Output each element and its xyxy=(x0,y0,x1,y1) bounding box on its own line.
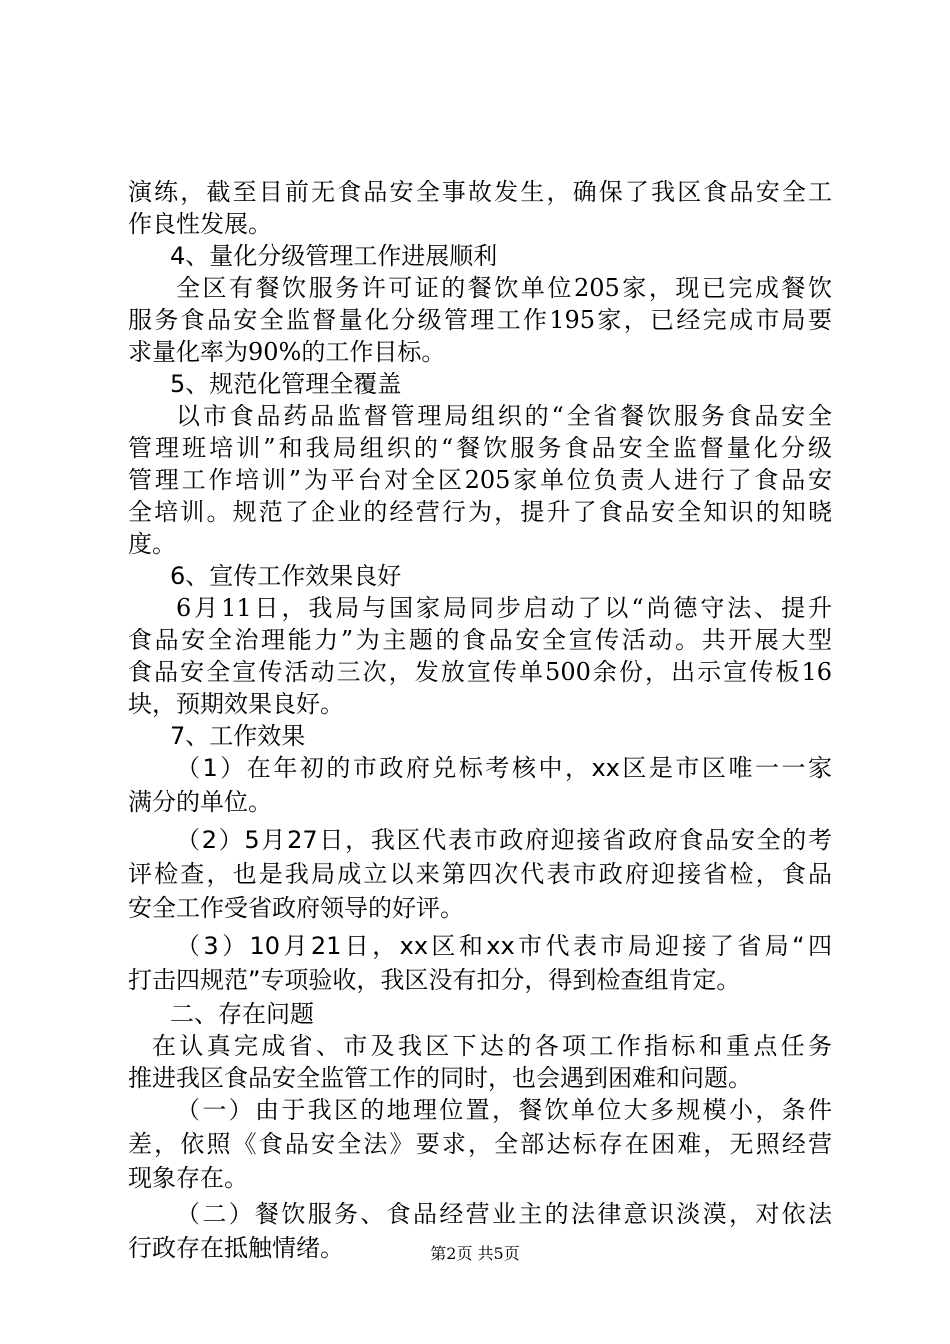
paragraph-line: 管理班培训”和我局组织的“餐饮服务食品安全监督量化分级 xyxy=(128,434,832,462)
paragraph-line: （1）在年初的市政府兑标考核中，xx区是市区唯一一家 xyxy=(176,754,832,782)
paragraph-line: 行政存在抵触情绪。 xyxy=(128,1234,344,1262)
section-heading: 7、工作效果 xyxy=(170,722,306,750)
paragraph-line: 度。 xyxy=(128,530,176,558)
paragraph-line: （2）5月27日，我区代表市政府迎接省政府食品安全的考 xyxy=(176,826,832,854)
paragraph-line: 安全工作受省政府领导的好评。 xyxy=(128,894,464,922)
paragraph-line: （一）由于我区的地理位置，餐饮单位大多规模小，条件 xyxy=(176,1096,832,1124)
section-heading: 二、存在问题 xyxy=(170,1000,314,1028)
paragraph-line: （3）10月21日，xx区和xx市代表市局迎接了省局“四 xyxy=(176,932,832,960)
paragraph-line: 管理工作培训”为平台对全区205家单位负责人进行了食品安 xyxy=(128,466,832,494)
paragraph-line: 打击四规范”专项验收，我区没有扣分，得到检查组肯定。 xyxy=(128,966,741,994)
paragraph-line: 求量化率为90%的工作目标。 xyxy=(128,338,446,366)
paragraph-line: 满分的单位。 xyxy=(128,788,272,816)
paragraph-line: 以市食品药品监督管理局组织的“全省餐饮服务食品安全 xyxy=(176,402,832,430)
paragraph-line: 作良性发展。 xyxy=(128,210,272,238)
paragraph-line: 在认真完成省、市及我区下达的各项工作指标和重点任务 xyxy=(152,1032,832,1060)
paragraph-line: 6月11日，我局与国家局同步启动了以“尚德守法、提升 xyxy=(176,594,832,622)
paragraph-line: 评检查，也是我局成立以来第四次代表市政府迎接省检，食品 xyxy=(128,860,832,888)
paragraph-line: 全培训。规范了企业的经营行为，提升了食品安全知识的知晓 xyxy=(128,498,832,526)
paragraph-line: 推进我区食品安全监管工作的同时，也会遇到困难和问题。 xyxy=(128,1064,752,1092)
paragraph-line: 服务食品安全监督量化分级管理工作195家，已经完成市局要 xyxy=(128,306,832,334)
paragraph-line: 食品安全宣传活动三次，发放宣传单500余份，出示宣传板16 xyxy=(128,658,832,686)
paragraph-line: 演练，截至目前无食品安全事故发生，确保了我区食品安全工 xyxy=(128,178,832,206)
paragraph-line: 全区有餐饮服务许可证的餐饮单位205家，现已完成餐饮 xyxy=(176,274,832,302)
section-heading: 6、宣传工作效果良好 xyxy=(170,562,402,590)
paragraph-line: 差，依照《食品安全法》要求，全部达标存在困难，无照经营 xyxy=(128,1130,832,1158)
section-heading: 5、规范化管理全覆盖 xyxy=(170,370,402,398)
page-number-footer: 第2页 共5页 xyxy=(430,1244,520,1263)
section-heading: 4、量化分级管理工作进展顺利 xyxy=(170,242,498,270)
paragraph-line: 块，预期效果良好。 xyxy=(128,690,344,718)
paragraph-line: （二）餐饮服务、食品经营业主的法律意识淡漠，对依法 xyxy=(176,1200,832,1228)
paragraph-line: 现象存在。 xyxy=(128,1164,248,1192)
paragraph-line: 食品安全治理能力”为主题的食品安全宣传活动。共开展大型 xyxy=(128,626,832,654)
